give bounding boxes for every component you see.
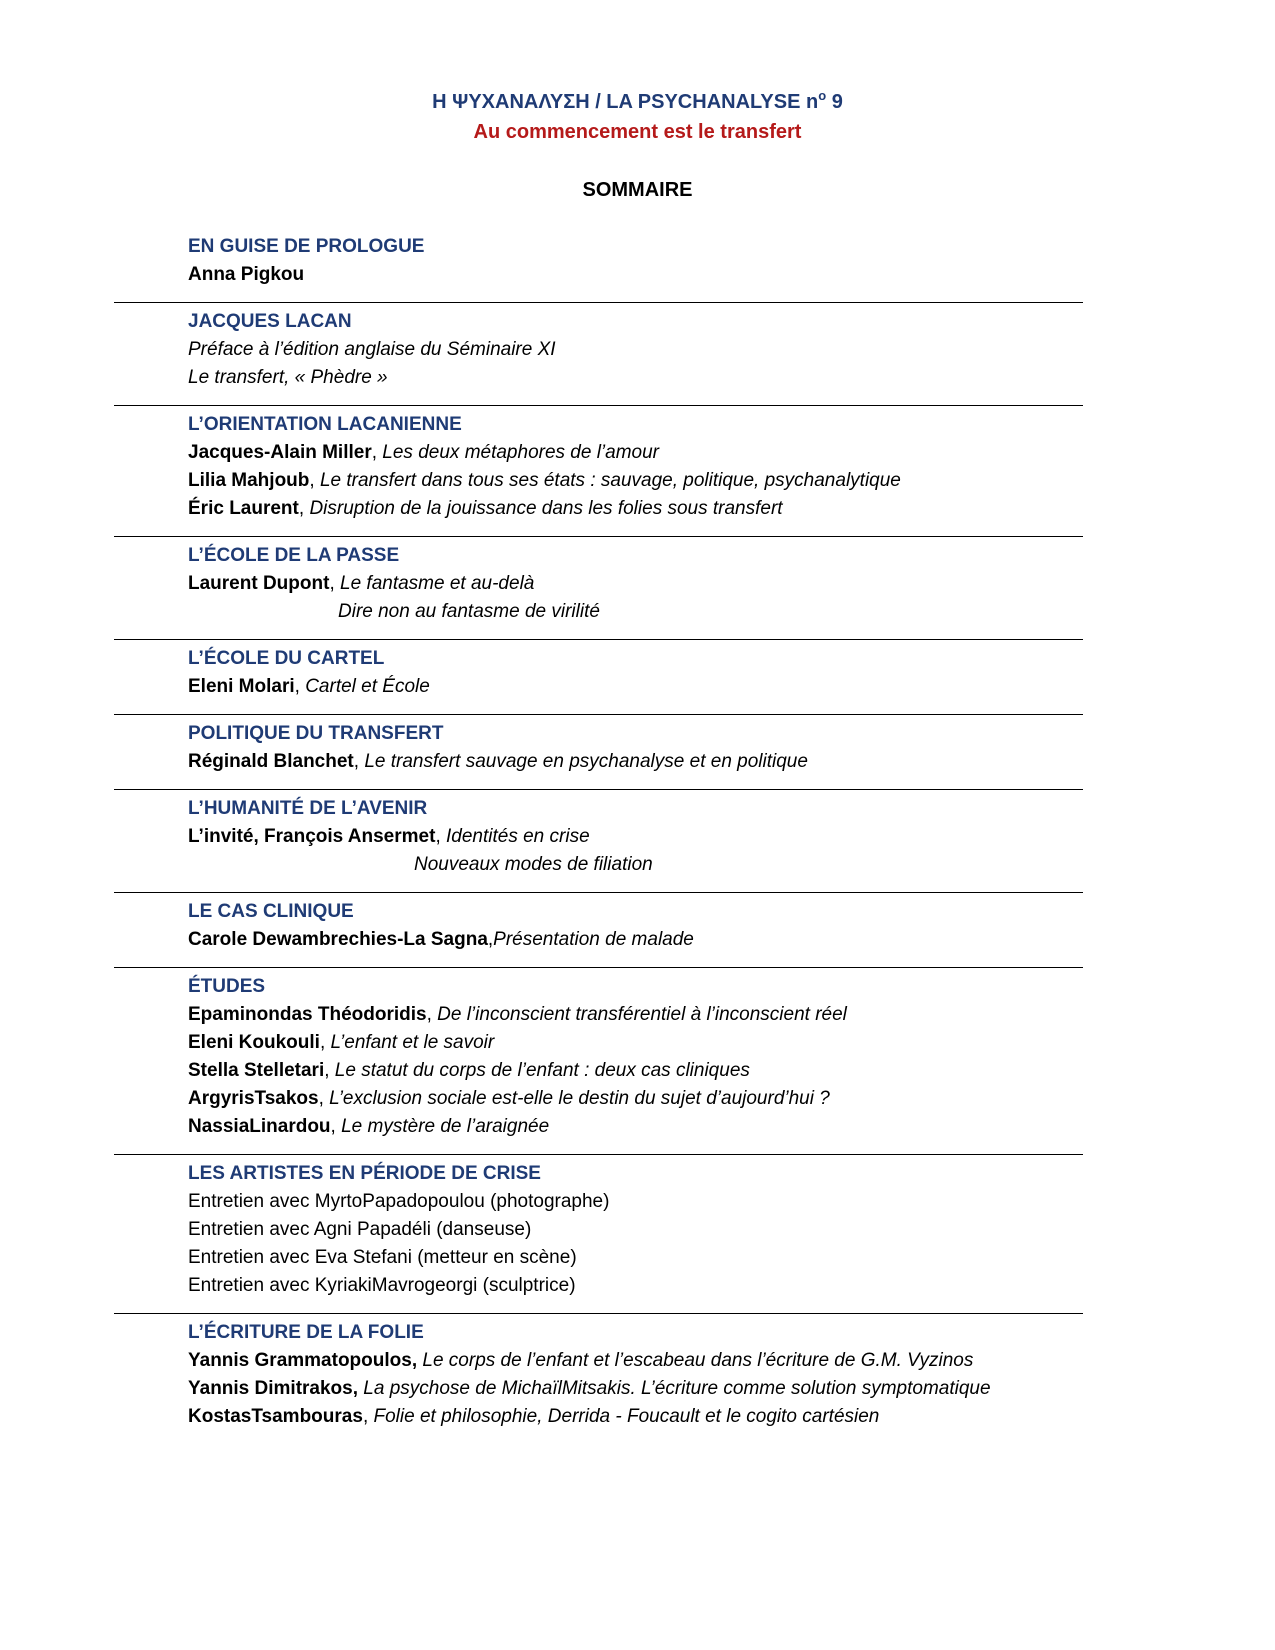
toc-entry [188,598,1275,626]
toc-entry [188,748,1275,776]
section-title: L’HUMANITÉ DE L’AVENIR [188,798,428,819]
entry-author: Stella Stelletari [188,1060,325,1081]
section-divider [114,967,1083,968]
entry-author: Jacques-Alain Miller [188,442,372,463]
toc-entry [188,1001,1275,1029]
sommaire-heading: SOMMAIRE [582,179,693,201]
entry-work-title: Le transfert dans tous ses états : sauvage, politique, psychanalytique [319,470,901,491]
entry-author: NassiaLinardou [188,1116,331,1137]
entry-separator: , [329,573,340,594]
entry-text: Entretien avec Agni Papadéli (danseuse) [188,1219,532,1240]
toc-entry [188,1216,1275,1244]
entry-text: Entretien avec MyrtoPapadopoulou (photographe) [188,1191,610,1212]
entry-author: KostasTsambouras [188,1406,363,1427]
entry-author: Epaminondas Théodoridis [188,1004,427,1025]
entry-work-title: Préface à l’édition anglaise du Séminaire XI [188,339,556,360]
section-divider [114,536,1083,537]
entry-work-title: L’enfant et le savoir [330,1032,495,1053]
section-divider [114,405,1083,406]
entry-separator: , [435,826,446,847]
entry-work-title: Le transfert sauvage en psychanalyse et en politique [364,751,808,772]
toc-section [0,795,1275,879]
toc-section [0,1160,1275,1300]
entry-separator: , [353,751,365,772]
entry-author: L’invité, François Ansermet [188,826,436,847]
entry-author: Anna Pigkou [188,264,305,285]
toc-section [0,1319,1275,1431]
document-header [0,81,1275,147]
entry-separator: , [319,1032,331,1053]
toc-section [0,542,1275,626]
toc-section [0,233,1275,289]
toc-section [0,308,1275,392]
entry-work-title: Disruption de la jouissance dans les folies sous transfert [309,498,783,519]
section-divider [114,892,1083,893]
entry-work-title: Folie et philosophie, Derrida - Foucault et le cogito cartésien [373,1406,880,1427]
section-title: LE CAS CLINIQUE [188,901,354,922]
entry-separator: , [371,442,383,463]
entry-author: Lilia Mahjoub [188,470,310,491]
journal-title: Η ΨΥΧΑΝΑΛΥΣΗ / LA PSYCHANALYSE $n^o$ 9 [432,88,843,113]
entry-work-title: Le transfert, « Phèdre » [188,367,388,388]
toc-section [0,973,1275,1141]
section-title: LES ARTISTES EN PÉRIODE DE CRISE [188,1163,541,1184]
entry-work-title: Le corps de l’enfant et l’escabeau dans l’écriture de G.M. Vyzinos [422,1350,974,1371]
section-title: L’ÉCRITURE DE LA FOLIE [188,1322,424,1343]
entry-work-title: Dire non au fantasme de virilité [338,601,600,622]
toc-entry [188,261,1275,289]
entry-separator: , [324,1060,335,1081]
toc-entry [188,1347,1275,1375]
section-title: L’ORIENTATION LACANIENNE [188,414,462,435]
entry-author: Laurent Dupont [188,573,330,594]
toc-entry [188,467,1275,495]
entry-work-title: Cartel et École [305,676,430,697]
toc-entry [188,851,1275,879]
section-title: L’ÉCOLE DU CARTEL [188,648,385,669]
toc-section [0,898,1275,954]
toc-entry [188,1188,1275,1216]
entry-work-title: Identités en crise [446,826,590,847]
entry-separator: , [318,1088,330,1109]
entry-separator: , [309,470,320,491]
section-divider [114,1154,1083,1155]
entry-separator: , [426,1004,438,1025]
entry-work-title: Nouveaux modes de filiation [414,854,653,875]
toc-entry [188,439,1275,467]
entry-author: Réginald Blanchet [188,751,354,772]
toc-entry [188,336,1275,364]
entry-text: Entretien avec Eva Stefani (metteur en scène) [188,1247,577,1268]
section-divider [114,639,1083,640]
toc-entry [188,1113,1275,1141]
entry-separator: , [298,498,310,519]
entry-separator: , [294,676,306,697]
toc-entry [188,1375,1275,1403]
entry-work-title: Le fantasme et au-delà [340,573,535,594]
toc-entry [188,926,1275,954]
entry-author: Éric Laurent [188,498,299,519]
entry-work-title: L’exclusion sociale est-elle le destin du sujet d’aujourd’hui ? [329,1088,830,1109]
toc-section [0,645,1275,701]
section-title: L’ÉCOLE DE LA PASSE [188,545,400,566]
toc-entry [188,673,1275,701]
section-title: EN GUISE DE PROLOGUE [188,236,425,257]
section-divider [114,714,1083,715]
entry-author: Eleni Molari [188,676,295,697]
toc-entry [188,1085,1275,1113]
toc-entry [188,1029,1275,1057]
entry-work-title: La psychose de MichaïlMitsakis. L’écriture comme solution symptomatique [363,1378,991,1399]
entry-work-title: Les deux métaphores de l’amour [382,442,660,463]
toc-section [0,720,1275,776]
table-of-contents [0,233,1275,1431]
entry-author: Eleni Koukouli [188,1032,320,1053]
toc-entry [188,570,1275,598]
entry-author: ArgyrisTsakos [188,1088,319,1109]
entry-separator: , [362,1406,374,1427]
toc-entry [188,1057,1275,1085]
entry-separator: , [487,929,494,950]
toc-entry [188,1244,1275,1272]
toc-entry [188,364,1275,392]
toc-entry [188,823,1275,851]
toc-entry [188,495,1275,523]
section-divider [114,789,1083,790]
entry-work-title: Le statut du corps de l’enfant : deux cas cliniques [334,1060,750,1081]
entry-text: Entretien avec KyriakiMavrogeorgi (sculptrice) [188,1275,576,1296]
entry-author: Carole Dewambrechies-La Sagna [188,929,488,950]
entry-work-title: De l’inconscient transférentiel à l’inconscient réel [437,1004,847,1025]
entry-separator: , [330,1116,342,1137]
issue-subtitle: Au commencement est le transfert [473,121,802,143]
section-divider [114,302,1083,303]
section-divider [114,1313,1083,1314]
entry-author: Yannis Grammatopoulos, [188,1350,418,1371]
entry-work-title: Le mystère de l’araignée [341,1116,550,1137]
toc-entry [188,1403,1275,1431]
section-title: ÉTUDES [188,976,266,997]
section-title: POLITIQUE DU TRANSFERT [188,723,444,744]
entry-work-title: Présentation de malade [493,929,694,950]
toc-entry [188,1272,1275,1300]
section-title: JACQUES LACAN [188,311,352,332]
entry-author: Yannis Dimitrakos, [188,1378,359,1399]
toc-section [0,411,1275,523]
